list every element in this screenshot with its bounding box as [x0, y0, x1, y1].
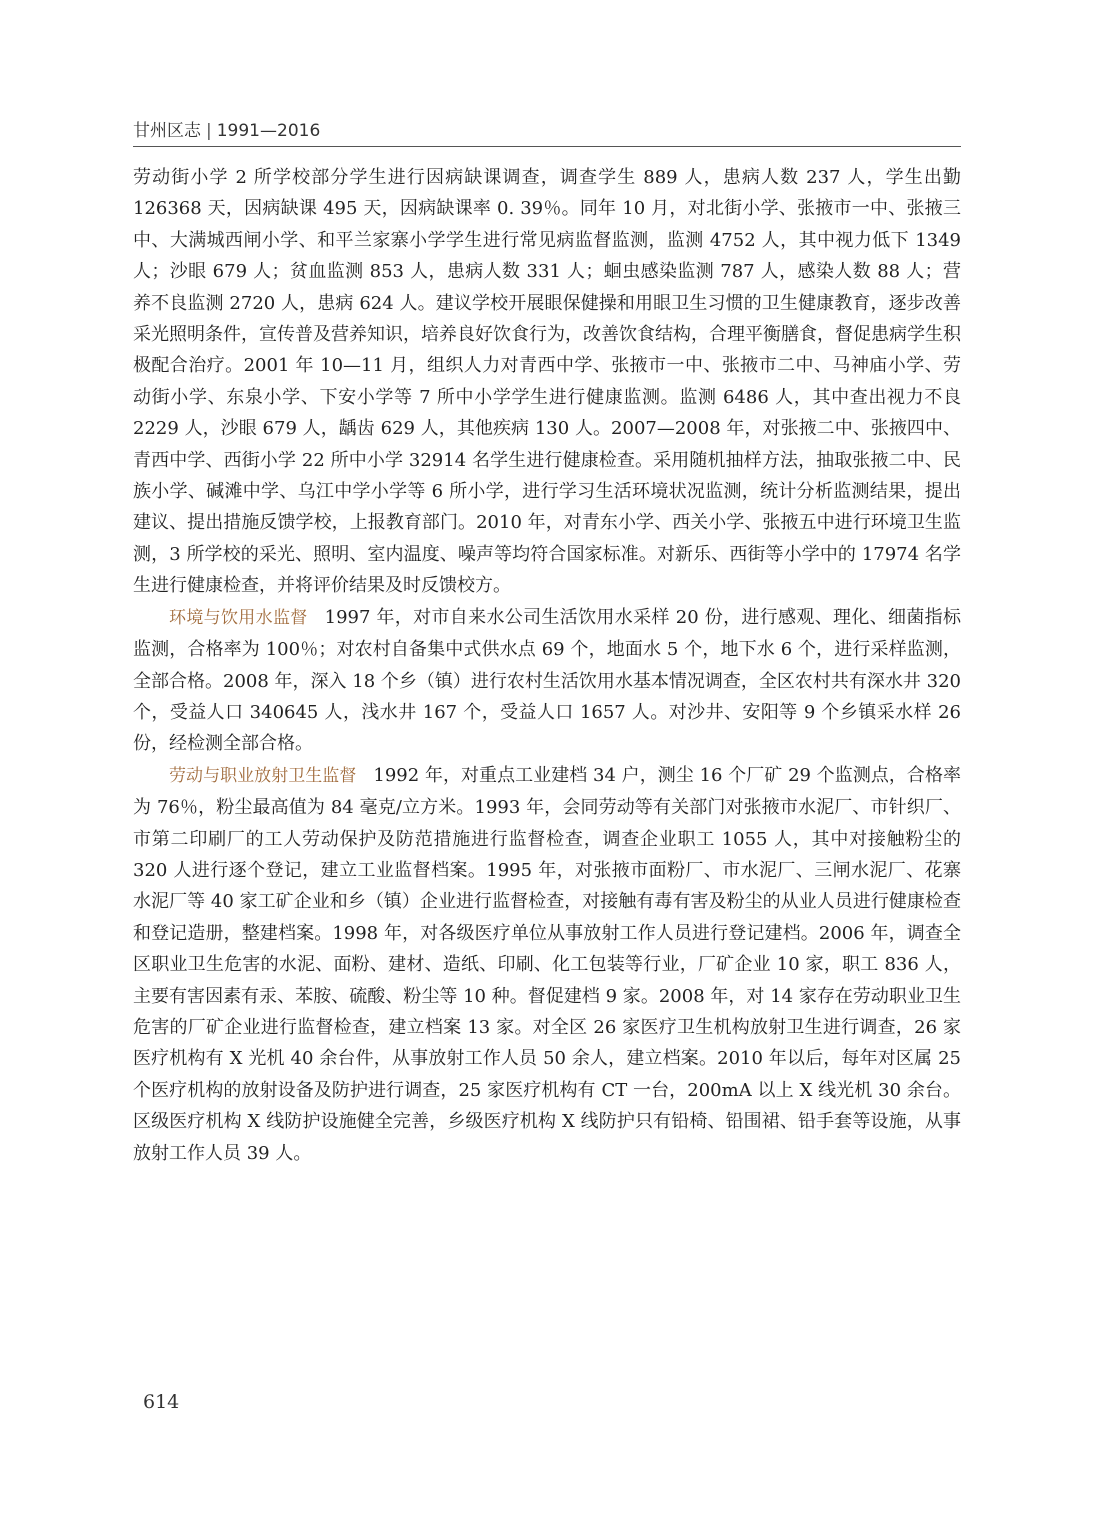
- continuation-paragraph: 劳动街小学 2 所学校部分学生进行因病缺课调查，调查学生 889 人，患病人数 237 人，学生出勤 126368 天，因病缺课 495 天，因病缺课率 0. 39％。同年 10 月，对北街小学、张掖市一中、张掖三中、大满城西闸小学、和平兰家寨小学学生进行常见病监督监测，监测 4752 人，其中视力低下 1349 人；沙眼 679 人；贫血监测 853 人，患病人数 331 人；蛔虫感染监测 787 人，感染人数 88 人；营养不良监测 2720 人，患病 624 人。建议学校开展眼保健操和用眼卫生习惯的卫生健康教育，逐步改善采光照明条件，宣传普及营养知识，培养良好饮食行为，改善饮食结构，合理平衡膳食，督促患病学生积极配合治疗。2001 年 10—11 月，组织人力对青西中学、张掖市一中、张掖市二中、马神庙小学、劳动街小学、东泉小学、下安小学等 7 所中小学学生进行健康监测。监测 6486 人，其中查出视力不良 2229 人，沙眼 679 人，龋齿 629 人，其他疾病 130 人。2007—2008 年，对张掖二中、张掖四中、青西中学、西街小学 22 所中小学 32914 名学生进行健康检查。采用随机抽样方法，抽取张掖二中、民族小学、碱滩中学、乌江中学小学等 6 所小学，进行学习生活环境状况监测，统计分析监测结果，提出建议、提出措施反馈学校，上报教育部门。2010 年，对青东小学、西关小学、张掖五中进行环境卫生监测，3 所学校的采光、照明、室内温度、噪声等均符合国家标准。对新乐、西街等小学中的 17974 名学生进行健康检查，并将评价结果及时反馈校方。: [133, 167, 961, 597]
- water-section-body: 1997 年，对市自来水公司生活饮用水采样 20 份，进行感观、理化、细菌指标监测，合格率为 100％；对农村自备集中式供水点 69 个，地面水 5 个，地下水 6 个，进行采样监测，全部合格。2008 年，深入 18 个乡（镇）进行农村生活饮用水基本情况调查，全区农村共有深水井 320 个，受益人口 340645 人，浅水井 167 个，受益人口 1657 人。对沙井、安阳等 9 个乡镇采水样 26 份，经检测全部合格。: [133, 606, 961, 755]
- book-title: 甘州区志: [133, 121, 201, 141]
- radiation-section-title: 劳动与职业放射卫生监督: [169, 765, 357, 786]
- header-rule: [133, 146, 961, 147]
- running-header: [133, 118, 961, 144]
- page-body: [133, 162, 961, 1169]
- year-range: 1991—2016: [216, 121, 321, 141]
- radiation-supervision-paragraph: [133, 760, 961, 1169]
- header-separator: |: [206, 121, 212, 141]
- page-number: 614: [143, 1391, 180, 1413]
- water-section-title: 环境与饮用水监督: [169, 607, 308, 628]
- radiation-section-body: 1992 年，对重点工业建档 34 户，测尘 16 个厂矿 29 个监测点，合格率为 76％，粉尘最高值为 84 毫克/立方米。1993 年，会同劳动等有关部门对张掖市水泥厂、市针织厂、市第二印刷厂的工人劳动保护及防范措施进行监督检查，调查企业职工 1055 人，其中对接触粉尘的 320 人进行逐个登记，建立工业监督档案。1995 年，对张掖市面粉厂、市水泥厂、三闸水泥厂、花寨水泥厂等 40 家工矿企业和乡（镇）企业进行监督检查，对接触有毒有害及粉尘的从业人员进行健康检查和登记造册，整建档案。1998 年，对各级医疗单位从事放射工作人员进行登记建档。2006 年，调查全区职业卫生危害的水泥、面粉、建材、造纸、印刷、化工包装等行业，厂矿企业 10 家，职工 836 人，主要有害因素有汞、苯胺、硫酸、粉尘等 10 种。督促建档 9 家。2008 年，对 14 家存在劳动职业卫生危害的厂矿企业进行监督检查，建立档案 13 家。对全区 26 家医疗卫生机构放射卫生进行调查，26 家医疗机构有 X 光机 40 余台件，从事放射工作人员 50 余人，建立档案。2010 年以后，每年对区属 25 个医疗机构的放射设备及防护进行调查，25 家医疗机构有 CT 一台，200mA 以上 X 线光机 30 余台。区级医疗机构 X 线防护设施健全完善，乡级医疗机构 X 线防护只有铅椅、铅围裙、铅手套等设施，从事放射工作人员 39 人。: [133, 764, 962, 1164]
- water-supervision-paragraph: [133, 602, 961, 760]
